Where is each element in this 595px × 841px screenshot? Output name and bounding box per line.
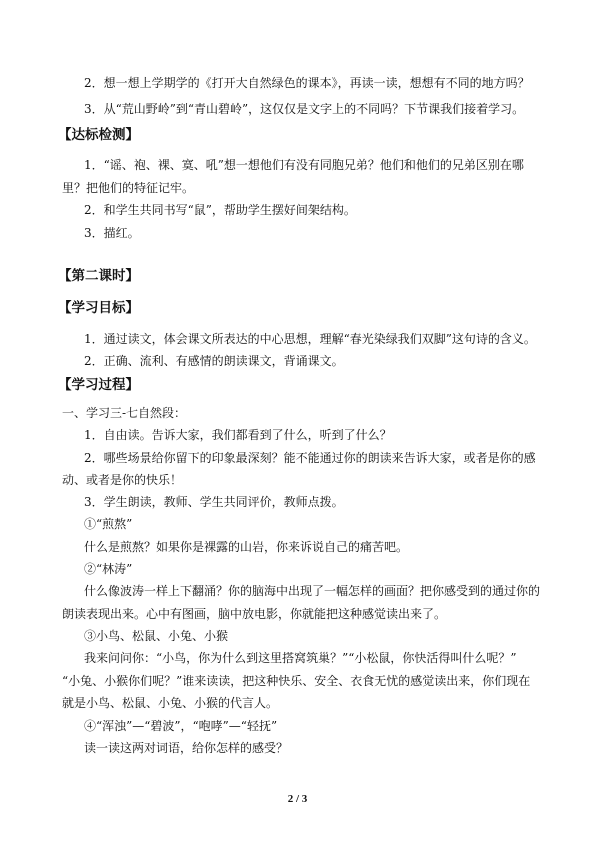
text-line: 什么是煎熬？如果你是裸露的山岩，你来诉说自己的痛苦吧。: [84, 540, 409, 554]
section-heading-process: 【学习过程】: [58, 377, 139, 393]
text-line: 3．学生朗读，教师、学生共同评价，教师点拨。: [84, 495, 344, 509]
text-line: ②“林涛”: [84, 562, 133, 576]
text-line: 一、学习三-七自然段：: [62, 406, 187, 420]
section-heading-second-lesson: 【第二课时】: [58, 268, 139, 284]
text-line: 2．正确、流利、有感情的朗读课文，背诵课文。: [84, 354, 344, 368]
text-line: 朗读表现出来。心中有图画，脑中放电影，你就能把这种感觉读出来了。: [62, 607, 447, 621]
text-line: 2．哪些场景给你留下的印象最深刻？能不能通过你的朗读来告诉大家，或者是你的感: [84, 451, 536, 465]
section-heading-goals: 【学习目标】: [58, 300, 139, 316]
section-heading-check: 【达标检测】: [58, 127, 139, 143]
text-line: 动、或者是你的快乐！: [62, 473, 183, 487]
text-line: 里？把他们的特征记牢。: [62, 181, 195, 195]
page-number: 2 / 3: [287, 793, 308, 805]
text-line: 1．通过读文，体会课文所表达的中心思想，理解“春光染绿我们双脚”这句诗的含义。: [84, 332, 536, 346]
text-line: 3．描红。: [84, 226, 140, 240]
text-line: 3．从“荒山野岭”到“青山碧岭”，这仅仅是文字上的不同吗？下节课我们接着学习。: [84, 102, 525, 116]
text-line: “小兔、小猴你们呢？”谁来读读，把这种快乐、安全、衣食无忧的感觉读出来，你们现在: [62, 674, 531, 688]
text-line: ③小鸟、松鼠、小兔、小猴: [84, 629, 229, 643]
text-line: ④“浑浊”—“碧波”，“咆哮”—“轻抚”: [84, 719, 278, 733]
text-line: 1．自由读。告诉大家，我们都看到了什么，听到了什么？: [84, 428, 392, 442]
text-line: ①“煎熬”: [84, 517, 133, 531]
text-line: 2．想一想上学期学的《打开大自然绿色的课本》，再读一读，想想有不同的地方吗？: [84, 76, 530, 90]
text-line: 我来问问你：“小鸟，你为什么到这里搭窝筑巢？”“小松鼠，你快活得叫什么呢？”: [84, 651, 517, 665]
text-line: 读一读这两对词语，给你怎样的感受？: [84, 741, 289, 755]
text-line: 什么像波涛一样上下翻涌？你的脑海中出现了一幅怎样的画面？把你感受到的通过你的: [84, 584, 541, 598]
text-line: 就是小鸟、松鼠、小兔、小猴的代言人。: [62, 696, 279, 710]
text-line: 1．“谣、袍、裸、寞、吼”想一想他们有没有同胞兄弟？他们和他们的兄弟区别在哪: [84, 158, 524, 172]
text-line: 2．和学生共同书写“鼠”，帮助学生摆好间架结构。: [84, 203, 356, 217]
